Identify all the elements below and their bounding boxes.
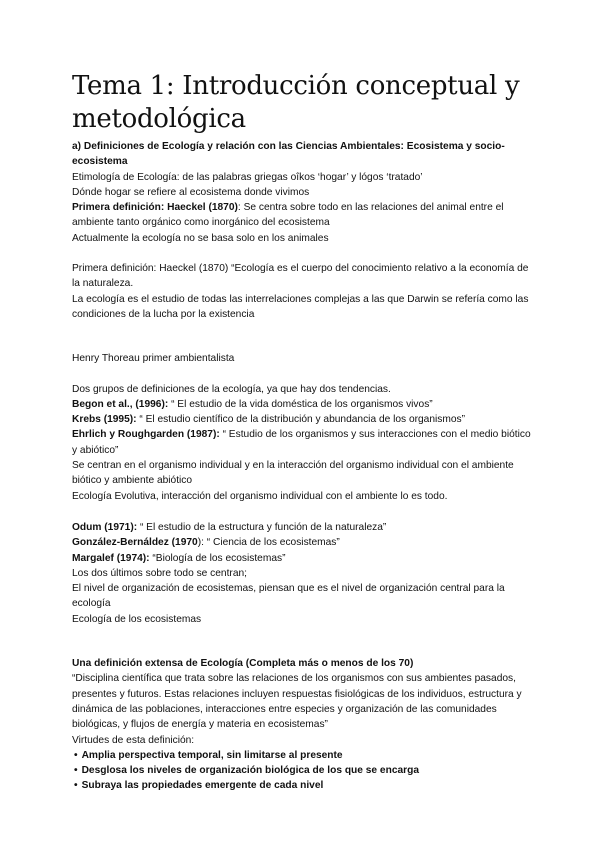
krebs-label: Krebs (1995):	[72, 414, 137, 426]
page-title: Tema 1: Introducción conceptual y metodológica	[72, 71, 520, 134]
evolutiva-line: Ecología Evolutiva, interacción del organismo individual con el ambiente lo es todo.	[72, 490, 448, 502]
centran-line: Se centran en el organismo individual y en la interacción del organismo individual con el ambiente biótico y ambiente abiótico	[72, 460, 514, 487]
virtudes-line: Virtudes de esta definición:	[72, 734, 195, 746]
margalef-text: “Biología de los ecosistemas”	[149, 552, 286, 564]
nivel-line: El nivel de organización de ecosistemas, piensan que es el nivel de organización central para la ecología	[72, 583, 505, 610]
first-definition-label: Primera definición: Haeckel (1870)	[72, 202, 238, 214]
ehrlich-definition	[72, 427, 532, 458]
groups-intro: Dos grupos de definiciones de la ecología, ya que hay dos tendencias.	[72, 383, 391, 395]
ultimos-line: Los dos últimos sobre todo se centran;	[72, 567, 247, 579]
ehrlich-text: “ Estudio de los organismos y sus interacciones con el medio biótico y abiótico”	[72, 429, 531, 456]
gonzalez-label: González-Bernáldez (1970	[72, 537, 198, 549]
first-definition	[72, 200, 532, 231]
haeckel-quote: Primera definición: Haeckel (1870) “Ecología es el cuerpo del conocimiento relativo a la economía de la naturaleza.	[72, 263, 529, 290]
begon-text: “ El estudio de la vida doméstica de los organismos vivos”	[168, 398, 433, 410]
list-item: • Amplia perspectiva temporal, sin limitarse al presente	[74, 748, 532, 763]
krebs-definition	[72, 412, 532, 427]
list-item: • Subraya las propiedades emergente de cada nivel	[74, 778, 532, 793]
gonzalez-text: ): “ Ciencia de los ecosistemas”	[197, 537, 340, 549]
odum-label: Odum (1971):	[72, 521, 138, 533]
ecologia-ecosistemas-line: Ecología de los ecosistemas	[72, 613, 202, 625]
extensa-quote: “Disciplina científica que trata sobre las relaciones de los organismos con sus ambientes pasados, presentes y futuros. Estas relaciones incluyen respuestas fisiológicas de los individuos, estructura y dinámica de las poblaciones, interacciones entre especies y organización de las comunidades biológicas, y flujos de energía y materia en ecosistemas”	[72, 673, 522, 731]
list-item: • Desglosa los niveles de organización biológica de los que se encarga	[74, 763, 532, 778]
margalef-definition	[72, 551, 532, 566]
begon-label: Begon et al., (1996):	[72, 398, 169, 410]
thoreau-line: Henry Thoreau primer ambientalista	[72, 353, 235, 365]
begon-definition	[72, 397, 532, 412]
etymology-line: Etimología de Ecología: de las palabras griegas oîkos ‘hogar’ y lógos ‘tratado’	[72, 171, 423, 183]
document-page	[72, 70, 532, 794]
odum-definition	[72, 520, 532, 535]
virtudes-list	[72, 748, 532, 794]
extensa-heading: Una definición extensa de Ecología (Completa más o menos de los 70)	[72, 658, 414, 670]
odum-text: “ El estudio de la estructura y función de la naturaleza”	[137, 521, 387, 533]
section-a-heading: a) Definiciones de Ecología y relación con las Ciencias Ambientales: Ecosistema y socio-ecosistema	[72, 141, 505, 168]
hogar-line: Dónde hogar se refiere al ecosistema donde vivimos	[72, 186, 310, 198]
ehrlich-label: Ehrlich y Roughgarden (1987):	[72, 429, 220, 441]
actualmente-line: Actualmente la ecología no se basa solo en los animales	[72, 232, 329, 244]
gonzalez-definition	[72, 535, 532, 550]
first-definition-text: : Se centra sobre todo en las relaciones del animal entre el ambiente tanto orgánico como inorgánico del ecosistema	[72, 202, 504, 229]
krebs-text: “ El estudio científico de la distribución y abundancia de los organismos”	[136, 414, 466, 426]
darwin-line: La ecología es el estudio de todas las interrelaciones complejas a las que Darwin se refería como las condiciones de la lucha por la existencia	[72, 293, 529, 320]
margalef-label: Margalef (1974):	[72, 552, 150, 564]
